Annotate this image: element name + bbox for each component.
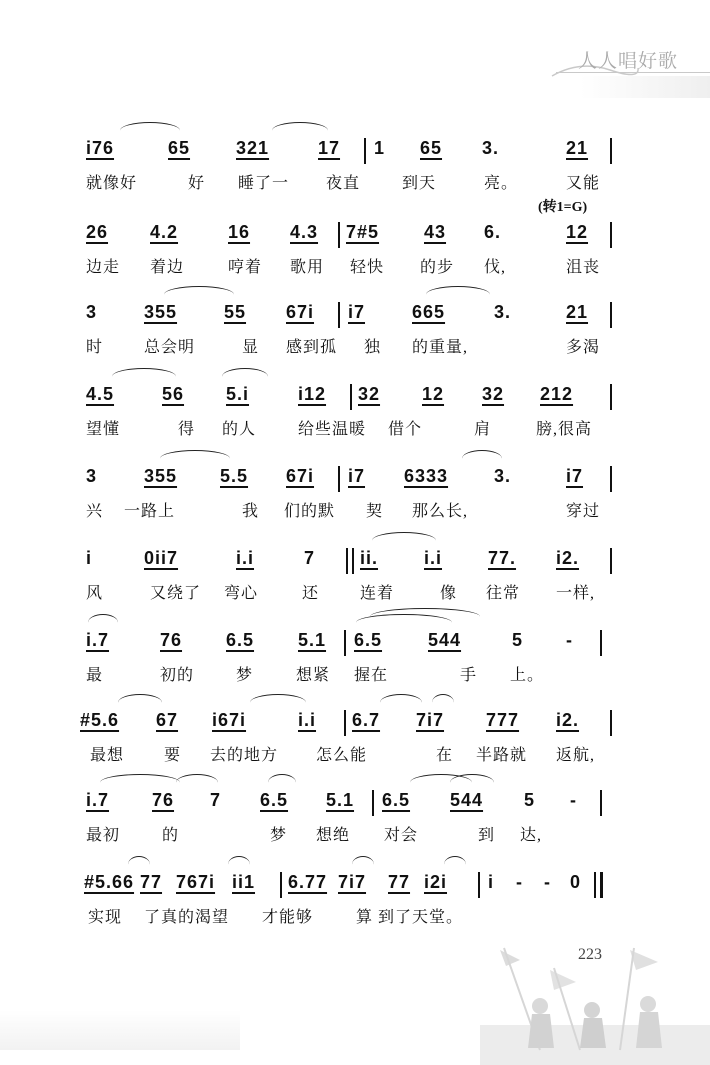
lyric: 多渴	[566, 339, 601, 356]
score-line-4	[0, 380, 710, 450]
lyric: 在	[436, 747, 454, 764]
lyric: 对会	[384, 827, 419, 844]
bar-line	[364, 138, 366, 164]
lyric: 亮。	[484, 175, 519, 192]
notes	[0, 706, 710, 740]
note-group: 76	[152, 790, 175, 810]
bar-line	[610, 384, 612, 410]
lyric: 又能	[566, 175, 601, 192]
bar-line	[478, 872, 480, 898]
lyric: 手	[460, 667, 478, 684]
note-group: 5.5	[220, 466, 249, 486]
note-group: 3	[86, 466, 98, 486]
lyric: 夜直	[326, 175, 361, 192]
lyric: 的步	[420, 259, 455, 276]
note-group: 77.	[488, 548, 517, 568]
header-title: 人人唱好歌	[578, 51, 679, 72]
lyric: 膀,很高	[536, 421, 593, 438]
lyric: 我	[242, 503, 260, 520]
notes	[0, 200, 710, 252]
note-group: i2i	[424, 872, 448, 892]
note-group: 3.	[494, 466, 512, 486]
score-line-3	[0, 298, 710, 368]
lyric: 想紧	[296, 667, 331, 684]
note-group: i2.	[556, 710, 580, 730]
note-group: 67i	[286, 466, 315, 486]
bar-line	[610, 302, 612, 328]
note-group: i	[488, 872, 495, 892]
note-group: -	[516, 872, 523, 892]
note-group: 56	[162, 384, 185, 404]
note-group: 32	[358, 384, 381, 404]
notes	[0, 868, 710, 902]
lyric: 怎么能	[316, 747, 368, 764]
lyric: 的	[162, 827, 180, 844]
lyric: 望懂	[86, 421, 121, 438]
note-group: i.i	[298, 710, 317, 730]
lyric: 一样,	[556, 585, 596, 602]
note-group: i7	[566, 466, 584, 486]
note-group: -	[570, 790, 577, 810]
note-group: i.i	[424, 548, 443, 568]
lyric: 时	[86, 339, 104, 356]
lyric: 实现	[88, 909, 123, 926]
bar-line	[610, 222, 612, 248]
lyric: 歌用	[290, 259, 325, 276]
lyric: 伐,	[484, 259, 507, 276]
lyric: 那么长,	[412, 503, 469, 520]
lyric: 着边	[150, 259, 185, 276]
lyric: 握在	[354, 667, 389, 684]
lyric: 了真的渴望	[144, 909, 230, 926]
note-group: 7	[304, 548, 316, 568]
lyric: 就像好	[86, 175, 138, 192]
lyric: 最初	[86, 827, 121, 844]
note-group: i.i	[236, 548, 255, 568]
lyric: 到	[478, 827, 496, 844]
note-group: 67i	[286, 302, 315, 322]
note-group: i67i	[212, 710, 247, 730]
bar-line	[280, 872, 282, 898]
note-group: 767i	[176, 872, 216, 892]
lyric: 返航,	[556, 747, 596, 764]
note-group: 77	[388, 872, 411, 892]
note-group: 7i7	[338, 872, 367, 892]
note-group: -	[566, 630, 573, 650]
note-group: 16	[228, 222, 251, 242]
score-line-10	[0, 868, 710, 938]
note-group: -	[544, 872, 551, 892]
note-group: 665	[412, 302, 446, 322]
bar-line	[610, 548, 612, 574]
note-group: 6333	[404, 466, 449, 486]
lyric: 达,	[520, 827, 543, 844]
note-group: 17	[318, 138, 341, 158]
note-group: 21	[566, 138, 589, 158]
lyric: 总会明	[144, 339, 196, 356]
bar-line	[338, 222, 340, 248]
notes	[0, 786, 710, 820]
note-group: 544	[428, 630, 462, 650]
bar-line	[610, 138, 612, 164]
lyric: 轻快	[350, 259, 385, 276]
note-group: i.7	[86, 790, 110, 810]
note-group: 4.3	[290, 222, 319, 242]
score-line-8	[0, 706, 710, 776]
note-group: 212	[540, 384, 574, 404]
note-group: 777	[486, 710, 520, 730]
score-line-2	[0, 200, 710, 288]
note-group: i12	[298, 384, 327, 404]
note-group: 355	[144, 466, 178, 486]
note-group: 32	[482, 384, 505, 404]
lyric: 一路上	[124, 503, 176, 520]
lyric: 借个	[388, 421, 423, 438]
notes	[0, 298, 710, 332]
note-group: ii1	[232, 872, 256, 892]
note-group: 65	[420, 138, 443, 158]
page-number: 223	[578, 946, 602, 963]
bar-line	[344, 710, 346, 736]
lyric: 上。	[510, 667, 545, 684]
note-group: 76	[160, 630, 183, 650]
note-group: i.7	[86, 630, 110, 650]
note-group: 3.	[494, 302, 512, 322]
lyric: 像	[440, 585, 458, 602]
bar-line	[352, 548, 354, 574]
lyric: 最想	[90, 747, 125, 764]
note-group: 7	[210, 790, 222, 810]
bar-line	[372, 790, 374, 816]
note-group: 43	[424, 222, 447, 242]
lyric: 弯心	[224, 585, 259, 602]
note-group: i7	[348, 466, 366, 486]
notes	[0, 380, 710, 414]
lyric: 们的默	[284, 503, 336, 520]
note-group: 5.1	[298, 630, 327, 650]
note-group: 67	[156, 710, 179, 730]
note-group: 7#5	[346, 222, 380, 242]
bar-line	[338, 466, 340, 492]
note-group: 0ii7	[144, 548, 179, 568]
note-group: 21	[566, 302, 589, 322]
note-group: 5	[524, 790, 536, 810]
bar-line	[338, 302, 340, 328]
bar-line	[344, 630, 346, 656]
bar-line	[610, 466, 612, 492]
note-group: #5.66	[84, 872, 135, 892]
notes	[0, 626, 710, 660]
note-group: i76	[86, 138, 115, 158]
note-group: 3.	[482, 138, 500, 158]
lyric: 独	[364, 339, 382, 356]
note-group: 5	[512, 630, 524, 650]
note-group: 55	[224, 302, 247, 322]
modulation-mark: (转1=G)	[538, 200, 588, 215]
note-group: 65	[168, 138, 191, 158]
lyric: 显	[242, 339, 260, 356]
note-group: #5.6	[80, 710, 120, 730]
notes	[0, 134, 710, 168]
lyric: 好	[188, 175, 206, 192]
lyric: 要	[164, 747, 182, 764]
note-group: 544	[450, 790, 484, 810]
score-line-1	[0, 134, 710, 204]
final-bar-line	[600, 872, 603, 898]
lyric: 想绝	[316, 827, 351, 844]
lyric: 哼着	[228, 259, 263, 276]
note-group: 6.5	[354, 630, 383, 650]
footer-shade	[0, 1010, 240, 1050]
lyric: 沮丧	[566, 259, 601, 276]
lyric: 风	[86, 585, 104, 602]
note-group: 0	[570, 872, 582, 892]
note-group: 12	[422, 384, 445, 404]
lyric: 往常	[486, 585, 521, 602]
notes	[0, 544, 710, 578]
header-shade	[580, 76, 710, 98]
score-line-7	[0, 626, 710, 696]
lyric: 连着	[360, 585, 395, 602]
lyric: 算	[356, 909, 374, 926]
bar-line	[594, 872, 596, 898]
lyric: 还	[302, 585, 320, 602]
note-group: 12	[566, 222, 589, 242]
lyric: 肩	[474, 421, 492, 438]
lyric: 穿过	[566, 503, 601, 520]
note-group: 321	[236, 138, 270, 158]
bar-line	[350, 384, 352, 410]
note-group: 4.2	[150, 222, 179, 242]
score-line-6	[0, 544, 710, 614]
lyric: 到天	[402, 175, 437, 192]
note-group: 6.77	[288, 872, 328, 892]
note-group: i	[86, 548, 93, 568]
note-group: 77	[140, 872, 163, 892]
note-group: ii.	[360, 548, 379, 568]
lyric: 半路就	[476, 747, 528, 764]
note-group: 6.	[484, 222, 502, 242]
note-group: 26	[86, 222, 109, 242]
bar-line	[610, 710, 612, 736]
note-group: 7i7	[416, 710, 445, 730]
lyric: 睡了一	[238, 175, 290, 192]
lyric: 又绕了	[150, 585, 202, 602]
bar-line	[600, 630, 602, 656]
note-group: 6.7	[352, 710, 381, 730]
lyric: 兴	[86, 503, 104, 520]
note-group: 6.5	[226, 630, 255, 650]
score-line-5	[0, 462, 710, 532]
lyric: 感到孤	[286, 339, 338, 356]
note-group: 6.5	[260, 790, 289, 810]
lyric: 初的	[160, 667, 195, 684]
note-group: 1	[374, 138, 386, 158]
lyric: 到了天堂。	[378, 909, 464, 926]
running-header	[550, 0, 710, 100]
lyric: 梦	[236, 667, 254, 684]
lyric: 的重量,	[412, 339, 469, 356]
lyric: 的人	[222, 421, 257, 438]
note-group: 3	[86, 302, 98, 322]
lyric: 契	[366, 503, 384, 520]
note-group: i2.	[556, 548, 580, 568]
note-group: i7	[348, 302, 366, 322]
note-group: 4.5	[86, 384, 115, 404]
lyric: 才能够	[262, 909, 314, 926]
lyric: 给些温暖	[298, 421, 367, 438]
note-group: 5.1	[326, 790, 355, 810]
notes	[0, 462, 710, 496]
lyric: 得	[178, 421, 196, 438]
note-group: 355	[144, 302, 178, 322]
note-group: 5.i	[226, 384, 250, 404]
lyric: 边走	[86, 259, 121, 276]
note-group: 6.5	[382, 790, 411, 810]
score-line-9	[0, 786, 710, 856]
bar-line	[600, 790, 602, 816]
footer-decoration-icon	[480, 930, 710, 1065]
lyric: 梦	[270, 827, 288, 844]
bar-line	[346, 548, 348, 574]
lyric: 最	[86, 667, 104, 684]
lyric: 去的地方	[210, 747, 279, 764]
